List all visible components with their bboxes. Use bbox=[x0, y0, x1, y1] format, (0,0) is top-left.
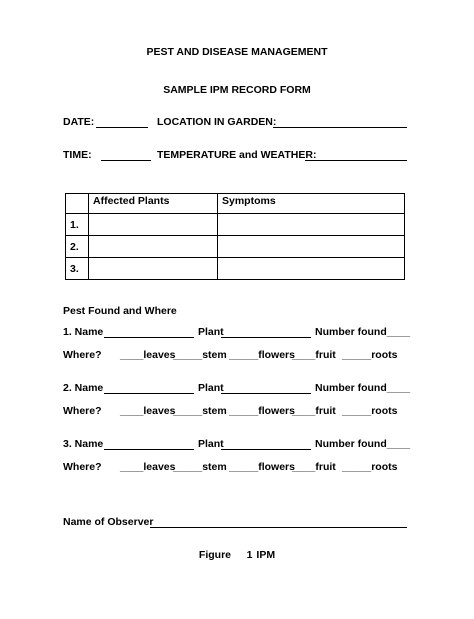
entry-plant-field[interactable] bbox=[221, 449, 311, 450]
stem-option[interactable]: _____stem bbox=[173, 461, 227, 473]
row-number: 1. bbox=[66, 214, 89, 236]
entry-number-label: Number found____ bbox=[315, 438, 411, 450]
plants-table bbox=[65, 193, 405, 280]
affected-plants-cell[interactable] bbox=[89, 236, 218, 258]
entry-name-label: 3. Name bbox=[63, 438, 104, 450]
fruit-option[interactable]: ____fruit bbox=[292, 461, 336, 473]
entry-number-label: Number found____ bbox=[315, 326, 411, 338]
roots-option[interactable]: _____roots bbox=[342, 349, 398, 361]
table-header-row bbox=[66, 194, 405, 214]
table-row bbox=[66, 214, 405, 236]
weather-field[interactable] bbox=[305, 160, 407, 161]
where-label: Where? bbox=[63, 349, 102, 361]
time-field[interactable] bbox=[101, 160, 151, 161]
stem-option[interactable]: _____stem bbox=[173, 405, 227, 417]
fruit-option[interactable]: ____fruit bbox=[292, 349, 336, 361]
table-header-cell bbox=[66, 194, 89, 214]
entry-plant-label: Plant bbox=[198, 382, 224, 394]
roots-option[interactable]: _____roots bbox=[342, 405, 398, 417]
symptoms-cell[interactable] bbox=[218, 214, 405, 236]
entry-plant-label: Plant bbox=[198, 326, 224, 338]
flowers-option[interactable]: _____flowers bbox=[229, 349, 295, 361]
weather-label: TEMPERATURE and WEATHER: bbox=[157, 149, 317, 161]
symptoms-cell[interactable] bbox=[218, 236, 405, 258]
table-row bbox=[66, 258, 405, 280]
entry-name-field[interactable] bbox=[104, 393, 194, 394]
symptoms-cell[interactable] bbox=[218, 258, 405, 280]
affected-plants-cell[interactable] bbox=[89, 214, 218, 236]
fruit-option[interactable]: ____fruit bbox=[292, 405, 336, 417]
leaves-option[interactable]: ____leaves bbox=[120, 461, 176, 473]
row-number: 3. bbox=[66, 258, 89, 280]
row-number: 2. bbox=[66, 236, 89, 258]
form-subtitle: SAMPLE IPM RECORD FORM bbox=[163, 84, 311, 96]
observer-field[interactable] bbox=[150, 527, 407, 528]
entry-plant-label: Plant bbox=[198, 438, 224, 450]
section-title: Pest Found and Where bbox=[63, 305, 177, 317]
entry-name-field[interactable] bbox=[104, 449, 194, 450]
observer-label: Name of Observer bbox=[63, 516, 154, 528]
entry-number-label: Number found____ bbox=[315, 382, 411, 394]
table-header-cell: Symptoms bbox=[218, 194, 405, 214]
roots-option[interactable]: _____roots bbox=[342, 461, 398, 473]
where-label: Where? bbox=[63, 405, 102, 417]
location-label: LOCATION IN GARDEN: bbox=[157, 116, 277, 128]
leaves-option[interactable]: ____leaves bbox=[120, 349, 176, 361]
leaves-option[interactable]: ____leaves bbox=[120, 405, 176, 417]
flowers-option[interactable]: _____flowers bbox=[229, 461, 295, 473]
entry-name-label: 2. Name bbox=[63, 382, 104, 394]
date-label: DATE: bbox=[63, 116, 95, 128]
location-field[interactable] bbox=[273, 127, 407, 128]
affected-plants-cell[interactable] bbox=[89, 258, 218, 280]
entry-plant-field[interactable] bbox=[221, 393, 311, 394]
table-row bbox=[66, 236, 405, 258]
flowers-option[interactable]: _____flowers bbox=[229, 405, 295, 417]
where-label: Where? bbox=[63, 461, 102, 473]
date-field[interactable] bbox=[96, 127, 148, 128]
entry-name-label: 1. Name bbox=[63, 326, 104, 338]
table-header-cell: Affected Plants bbox=[89, 194, 218, 214]
figure-caption: Figure 1 IPM bbox=[198, 549, 276, 561]
entry-name-field[interactable] bbox=[104, 337, 194, 338]
entry-plant-field[interactable] bbox=[221, 337, 311, 338]
form-title: PEST AND DISEASE MANAGEMENT bbox=[146, 46, 328, 58]
time-label: TIME: bbox=[63, 149, 92, 161]
stem-option[interactable]: _____stem bbox=[173, 349, 227, 361]
